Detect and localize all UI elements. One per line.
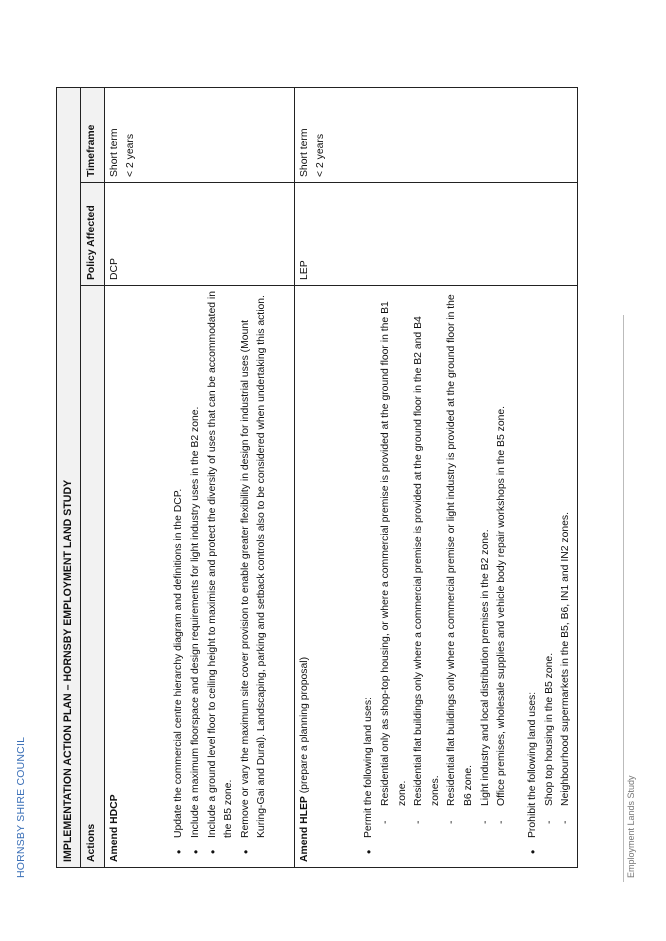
permit-intro: Permit the following land uses: [363, 697, 375, 838]
table-row [104, 87, 294, 867]
row-lead [297, 291, 314, 862]
list-item: - Residential flat buildings only where a commercial premise or light industry is provided at the ground floor in the B6 zone. [444, 291, 477, 826]
footer-divider [623, 315, 624, 882]
timeframe-term: Short term [298, 128, 310, 177]
permit-sublist [378, 291, 511, 838]
list-item: - Shop top housing in the B5 zone. [542, 291, 559, 826]
rotated-table-container [56, 88, 570, 868]
timeframe-duration: < 2 years [315, 133, 327, 177]
list-item: • Remove or vary the maximum site cover provision to enable greater flexibility in design for industrial uses (Mount Kuring-Gai and Dural). Landscaping, parking and setback controls also to be considered when undertaking this action. [238, 291, 271, 856]
column-header-actions: Actions [80, 286, 104, 868]
bullet-list [171, 291, 271, 862]
prohibit-sublist [542, 291, 575, 838]
list-item: - Office premises, wholesale supplies and vehicle body repair workshops in the B5 zone. [494, 291, 511, 826]
policy-cell: LEP [294, 183, 577, 286]
list-item: - Residential only as shop-top housing, or where a commercial premise is provided at the ground floor in the B1 zone. [378, 291, 411, 826]
spacer [511, 291, 525, 856]
list-item: - Light industry and local distribution premises in the B2 zone. [478, 291, 495, 826]
list-item: • Include a maximum floorspace and design requirements for light industry uses in the B2 zone. [188, 291, 205, 856]
prohibit-intro: Prohibit the following land uses: [526, 691, 538, 838]
list-item: - Residential flat buildings only where a commercial premise is provided at the ground floor in the B2 and B4 zones. [411, 291, 444, 826]
timeframe-term: Short term [108, 128, 120, 177]
row-lead-title: Amend HDCP [108, 794, 120, 862]
timeframe-cell [294, 87, 577, 182]
actions-cell [294, 286, 577, 868]
footer-text: Employment Lands Study [626, 775, 636, 878]
column-header-policy: Policy Affected [80, 183, 104, 286]
timeframe-cell [104, 87, 294, 182]
list-item: • Include a ground level floor to ceiling height to maximise and protect the diversity of uses that can be accommodated in the B5 zone. [205, 291, 238, 856]
policy-cell: DCP [104, 183, 294, 286]
list-item [525, 291, 575, 856]
list-item: • Update the commercial centre hierarchy diagram and definitions in the DCP. [171, 291, 188, 856]
timeframe-duration: < 2 years [125, 133, 137, 177]
table-title: IMPLEMENTATION ACTION PLAN – HORNSBY EMPLOYMENT LAND STUDY [57, 87, 81, 867]
council-name: HORNSBY SHIRE COUNCIL [15, 736, 27, 878]
row-lead [107, 291, 124, 862]
actions-cell [104, 286, 294, 868]
list-item [361, 291, 511, 856]
list-item: - Neighbourhood supermarkets in the B5, B6, IN1 and IN2 zones. [558, 291, 575, 826]
bullet-list [361, 291, 575, 862]
action-plan-table [56, 87, 578, 868]
column-header-timeframe: Timeframe [80, 87, 104, 182]
row-lead-title: Amend HLEP [298, 796, 310, 862]
table-row [294, 87, 577, 867]
row-lead-note: (prepare a planning proposal) [298, 656, 310, 797]
